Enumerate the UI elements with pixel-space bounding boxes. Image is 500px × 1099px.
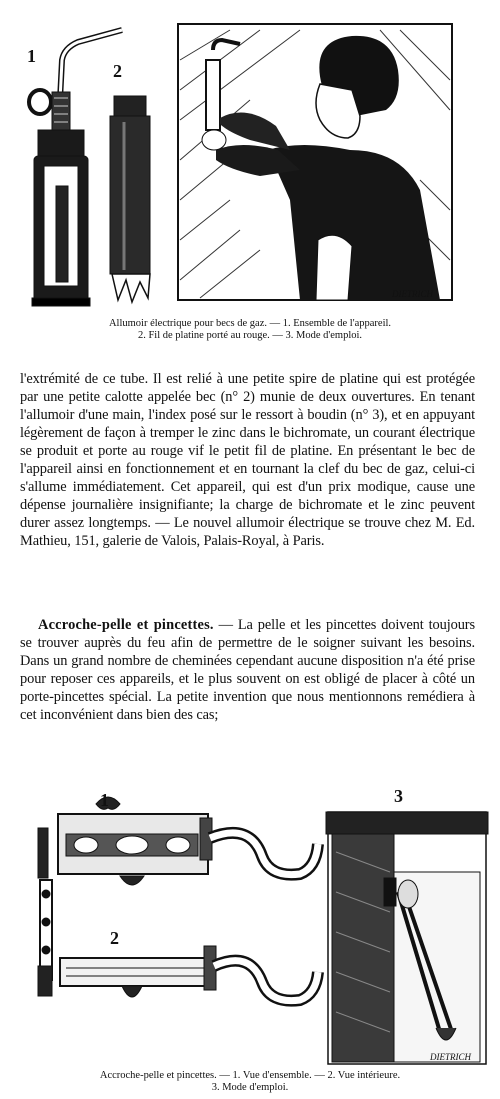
fig1-signature: DIETRICH: [392, 289, 433, 299]
section-heading: Accroche-pelle et pincettes.: [38, 617, 214, 633]
lighter-assembly-drawing: [29, 30, 122, 306]
figure-shovel-hook: [0, 782, 500, 1070]
paragraph-lighter-description: l'extrémité de ce tube. Il est relié à une petite spire de platine qui est protégée par une petite calotte appelée bec (n° 2) munie de deux ouvertures. En tenant l'allumoir d'une main, l'index posé sur le ressort à boudin (n° 3), et en appuyant légèrement de façon à tremper le zinc dans le bichromate, un courant électrique se produit et porte au rouge vif le petit fil de platine. En présentant le bec de l'appareil ainsi en fonctionnement et en tournant la clef du bec de gaz, celui-ci s'allume immédiatement. Cet appareil, qui est d'un prix modique, cause une dépense journalière insignifiante; la charge de bichromate et le zinc peuvent durer assez longtemps. — Le nouvel allumoir électrique se trouve chez M. Ed. Mathieu, 151, galerie de Valois, Palais-Royal, à Paris.: [20, 371, 475, 549]
fig2-label-1: 1: [100, 790, 109, 810]
figure1-caption-line2: 2. Fil de platine porté au rouge. — 3. Mode d'emploi.: [137, 330, 363, 341]
fig2-signature: DIETRICH: [430, 1052, 471, 1062]
paragraph-shovel-body: — La pelle et les pincettes doivent toujours se trouver auprès du feu afin de permettre de le soigner suivant les besoins. Dans un grand nombre de cheminées cependant aucune disposition n'a été prise pour reposer ces appareils, et le plus souvent on est obligé de placer à côté un porte-pincettes spécial. La petite invention que nous mentionnons remédiera à cet inconvénient dans bien des cas;: [20, 617, 475, 723]
hook-overview-drawing: [38, 797, 318, 885]
fig2-label-2: 2: [110, 928, 119, 948]
figure2-caption-line1: Accroche-pelle et pincettes. — 1. Vue d'ensemble. — 2. Vue intérieure.: [99, 1070, 401, 1081]
figure-shovel-hook-illustration: [0, 782, 500, 1070]
figure1-caption-line1: Allumoir électrique pour becs de gaz. — 1. Ensemble de l'appareil.: [108, 318, 392, 329]
hook-interior-drawing: [38, 880, 318, 1001]
figure1-caption: [10, 318, 490, 342]
woman-lighting-gas-scene: [178, 24, 452, 300]
figure-gas-lighter-illustration: [0, 0, 500, 318]
figure-gas-lighter: [0, 0, 500, 318]
fireplace-scene: [326, 812, 488, 1064]
fig1-label-1: 1: [27, 46, 36, 66]
platinum-wire-drawing: [110, 96, 150, 302]
paragraph-shovel-hook: [20, 616, 475, 724]
figure2-caption: [10, 1070, 490, 1094]
fig2-label-3: 3: [394, 786, 403, 806]
figure2-caption-line2: 3. Mode d'emploi.: [211, 1082, 289, 1093]
fig1-label-2: 2: [113, 61, 122, 81]
